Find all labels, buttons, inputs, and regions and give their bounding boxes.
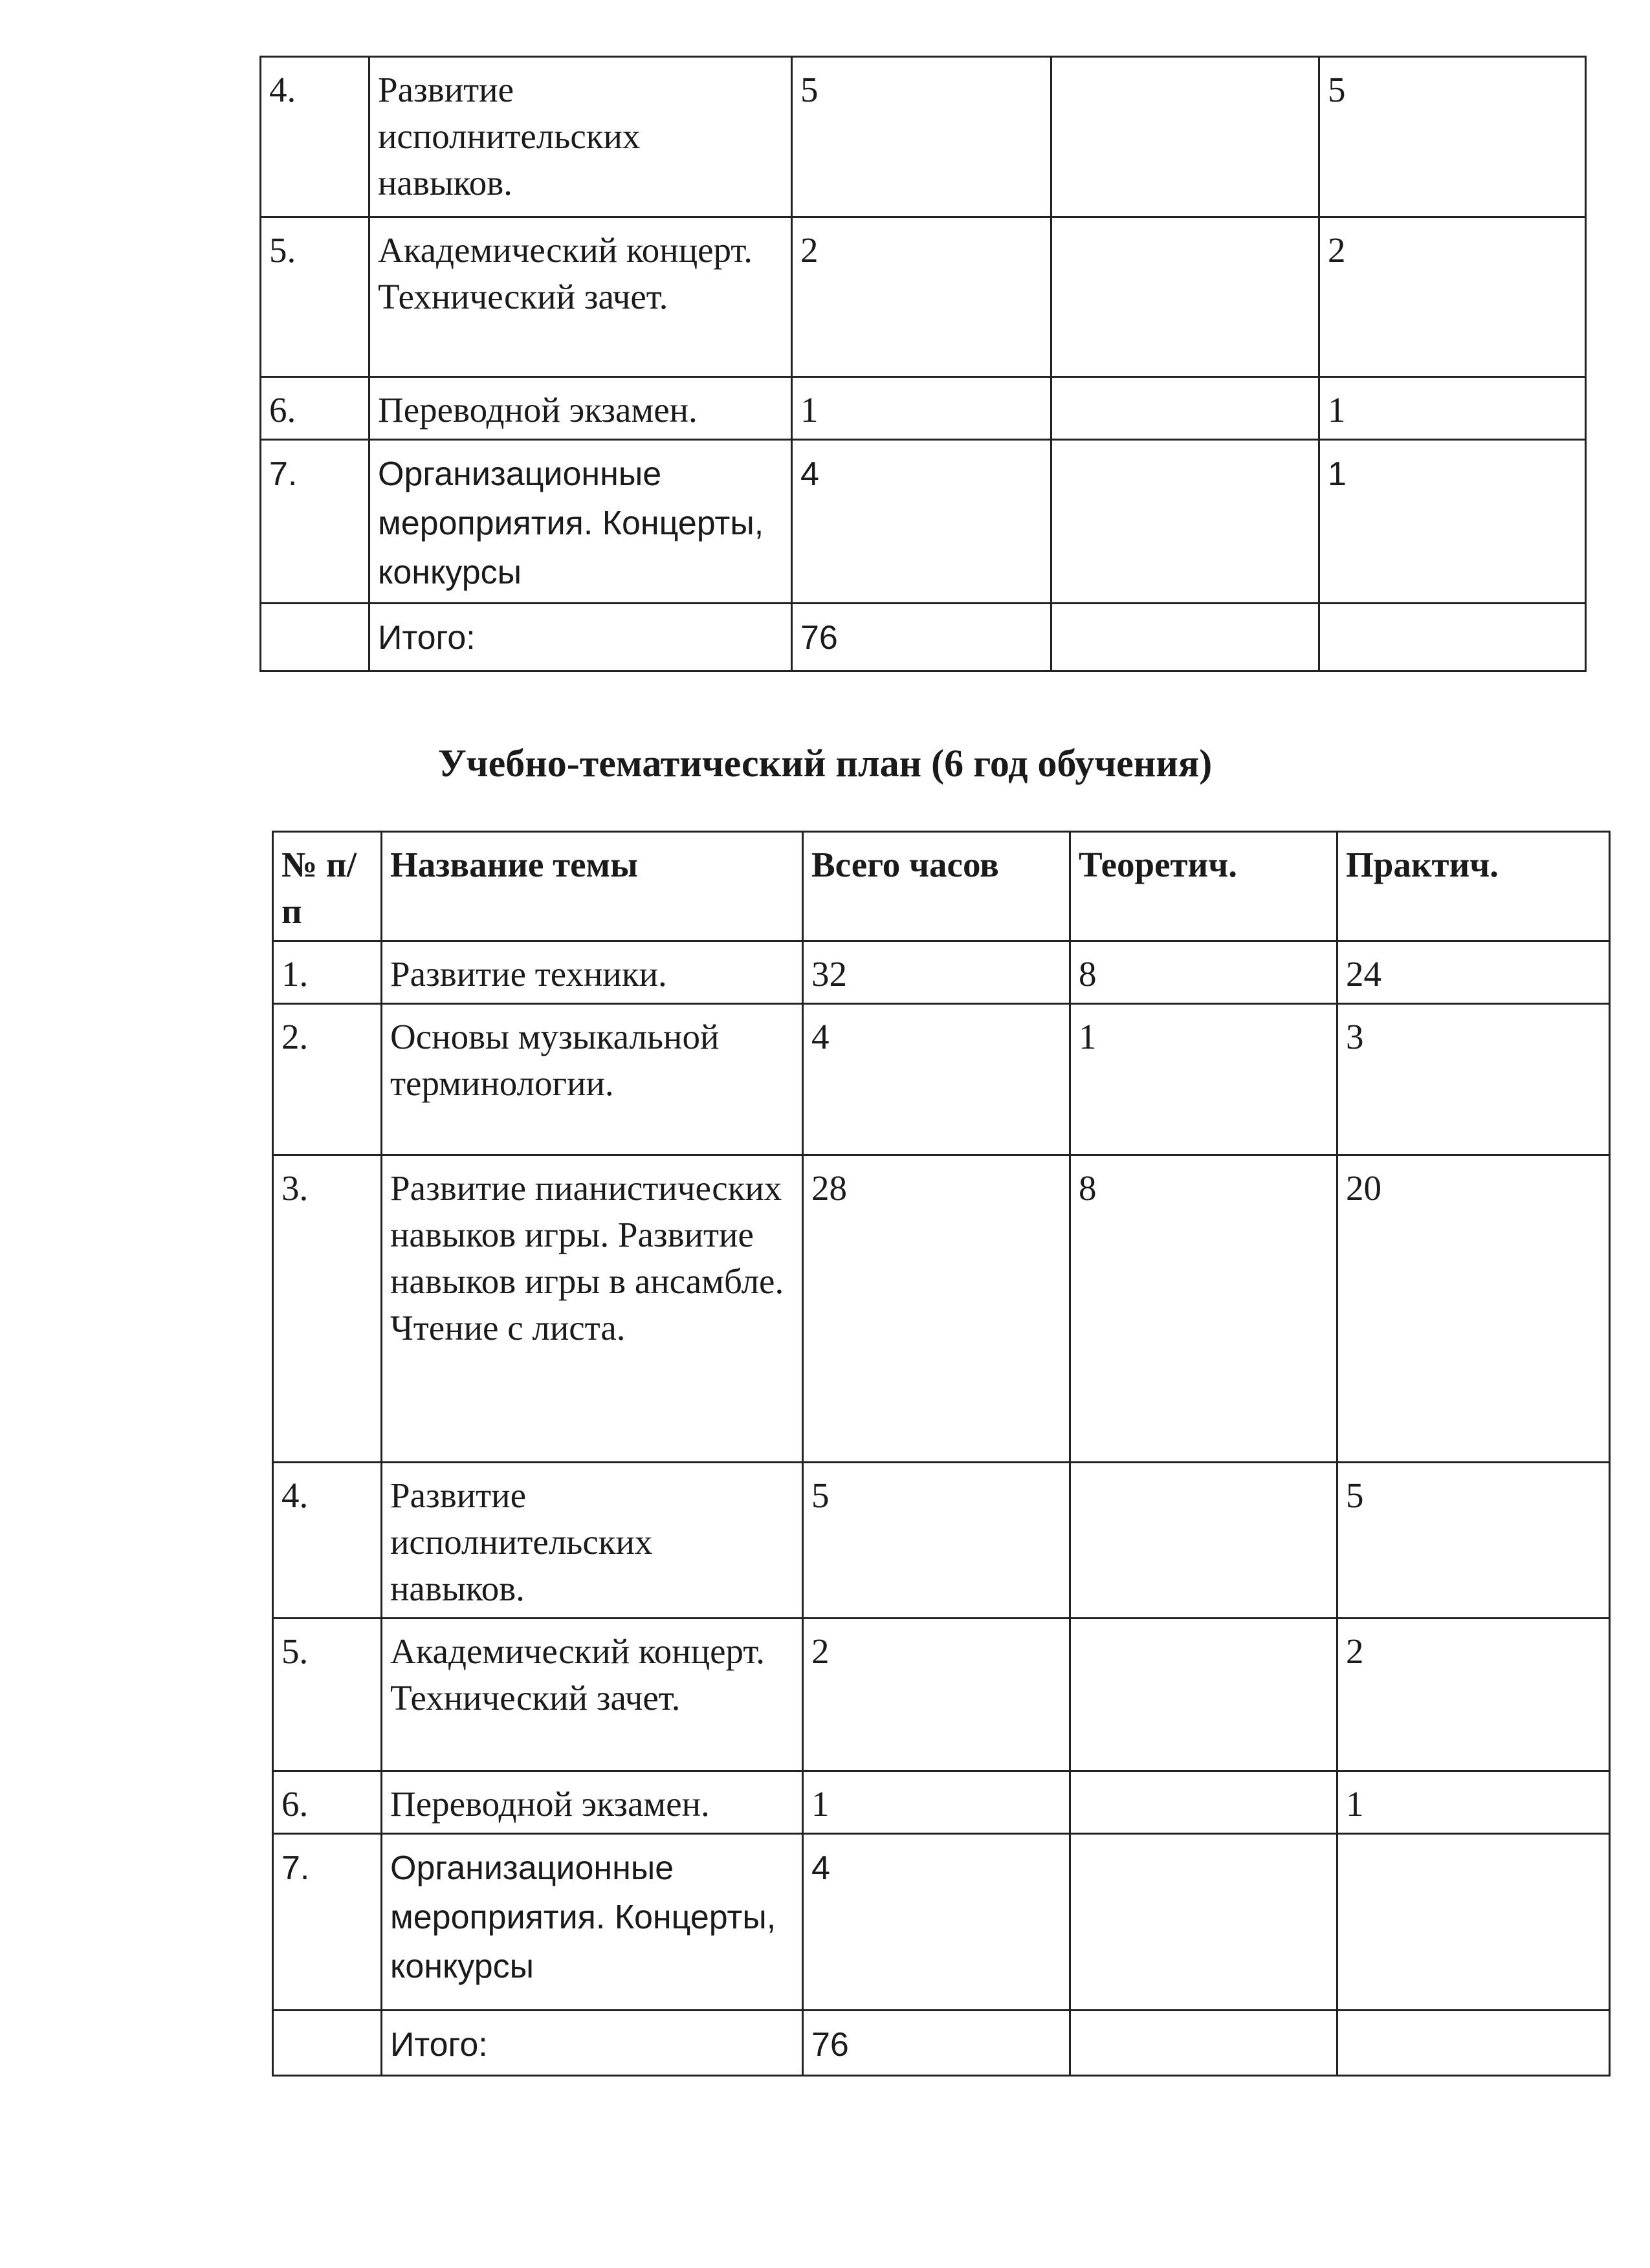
total-row <box>261 604 1586 671</box>
practice-hours-cell: 5 <box>1337 1463 1610 1619</box>
practice-hours-cell <box>1319 604 1586 671</box>
total-hours-cell: 32 <box>803 941 1070 1004</box>
theory-hours-cell <box>1070 1463 1337 1619</box>
row-number: 5. <box>273 1619 382 1771</box>
total-hours-cell: 2 <box>803 1619 1070 1771</box>
row-number: 1. <box>273 941 382 1004</box>
practice-hours-cell <box>1337 1834 1610 2011</box>
practice-hours-cell: 24 <box>1337 941 1610 1004</box>
practice-hours-cell: 3 <box>1337 1004 1610 1155</box>
total-hours-cell: 76 <box>803 2011 1070 2076</box>
table-row <box>273 1834 1610 2011</box>
topic-cell: Организационные мероприятия. Концерты, конкурсы <box>382 1834 803 2011</box>
total-hours-cell: 1 <box>803 1771 1070 1834</box>
total-hours-cell: 5 <box>792 57 1051 217</box>
row-number: 4. <box>261 57 369 217</box>
theory-hours-cell <box>1051 440 1319 604</box>
table-row <box>273 1619 1610 1771</box>
total-hours-cell: 4 <box>803 1834 1070 2011</box>
total-hours-cell: 28 <box>803 1155 1070 1463</box>
row-number: 4. <box>273 1463 382 1619</box>
header-practice: Практич. <box>1337 832 1610 941</box>
row-number: 5. <box>261 217 369 377</box>
row-number <box>261 604 369 671</box>
total-hours-cell: 5 <box>803 1463 1070 1619</box>
topic-cell: Переводной экзамен. <box>369 377 792 440</box>
total-hours-cell: 2 <box>792 217 1051 377</box>
practice-hours-cell: 2 <box>1319 217 1586 377</box>
total-hours-cell: 4 <box>792 440 1051 604</box>
topic-cell: Развитие пианистических навыков игры. Развитие навыков игры в ансамбле. Чтение с листа. <box>382 1155 803 1463</box>
theory-hours-cell <box>1051 57 1319 217</box>
table-row <box>273 1155 1610 1463</box>
table-row <box>273 1463 1610 1619</box>
curriculum-table-continued <box>259 56 1587 672</box>
theory-hours-cell <box>1051 604 1319 671</box>
practice-hours-cell: 5 <box>1319 57 1586 217</box>
topic-cell: Академический концерт. Технический зачет. <box>382 1619 803 1771</box>
header-number: № п/п <box>273 832 382 941</box>
header-total-hours: Всего часов <box>803 832 1070 941</box>
topic-cell: Переводной экзамен. <box>382 1771 803 1834</box>
topic-cell: Развитие исполнительских навыков. <box>382 1463 803 1619</box>
total-hours-cell: 76 <box>792 604 1051 671</box>
theory-hours-cell <box>1051 377 1319 440</box>
row-number: 3. <box>273 1155 382 1463</box>
table-row <box>273 1771 1610 1834</box>
practice-hours-cell: 1 <box>1337 1771 1610 1834</box>
total-row <box>273 2011 1610 2076</box>
header-theory: Теоретич. <box>1070 832 1337 941</box>
table-header-row <box>273 832 1610 941</box>
table-row <box>273 941 1610 1004</box>
total-hours-cell: 4 <box>803 1004 1070 1155</box>
practice-hours-cell: 1 <box>1319 377 1586 440</box>
row-number: 7. <box>261 440 369 604</box>
row-number: 6. <box>261 377 369 440</box>
theory-hours-cell <box>1070 1771 1337 1834</box>
practice-hours-cell: 1 <box>1319 440 1586 604</box>
theory-hours-cell: 8 <box>1070 941 1337 1004</box>
total-label: Итого: <box>382 2011 803 2076</box>
theory-hours-cell: 8 <box>1070 1155 1337 1463</box>
curriculum-table <box>272 831 1611 2077</box>
theory-hours-cell <box>1051 217 1319 377</box>
theory-hours-cell: 1 <box>1070 1004 1337 1155</box>
row-number: 2. <box>273 1004 382 1155</box>
row-number <box>273 2011 382 2076</box>
total-hours-cell: 1 <box>792 377 1051 440</box>
practice-hours-cell: 2 <box>1337 1619 1610 1771</box>
theory-hours-cell <box>1070 2011 1337 2076</box>
practice-hours-cell <box>1337 2011 1610 2076</box>
table-row <box>273 1004 1610 1155</box>
section-title: Учебно-тематический план (6 год обучения) <box>437 742 1213 785</box>
topic-cell: Развитие исполнительских навыков. <box>369 57 792 217</box>
row-number: 7. <box>273 1834 382 2011</box>
practice-hours-cell: 20 <box>1337 1155 1610 1463</box>
table-row <box>261 57 1586 217</box>
topic-cell: Основы музыкальной терминологии. <box>382 1004 803 1155</box>
theory-hours-cell <box>1070 1619 1337 1771</box>
table-row <box>261 440 1586 604</box>
table-row <box>261 217 1586 377</box>
total-label: Итого: <box>369 604 792 671</box>
topic-cell: Академический концерт. Технический зачет. <box>369 217 792 377</box>
table-row <box>261 377 1586 440</box>
header-topic: Название темы <box>382 832 803 941</box>
topic-cell: Развитие техники. <box>382 941 803 1004</box>
theory-hours-cell <box>1070 1834 1337 2011</box>
row-number: 6. <box>273 1771 382 1834</box>
topic-cell: Организационные мероприятия. Концерты, конкурсы <box>369 440 792 604</box>
